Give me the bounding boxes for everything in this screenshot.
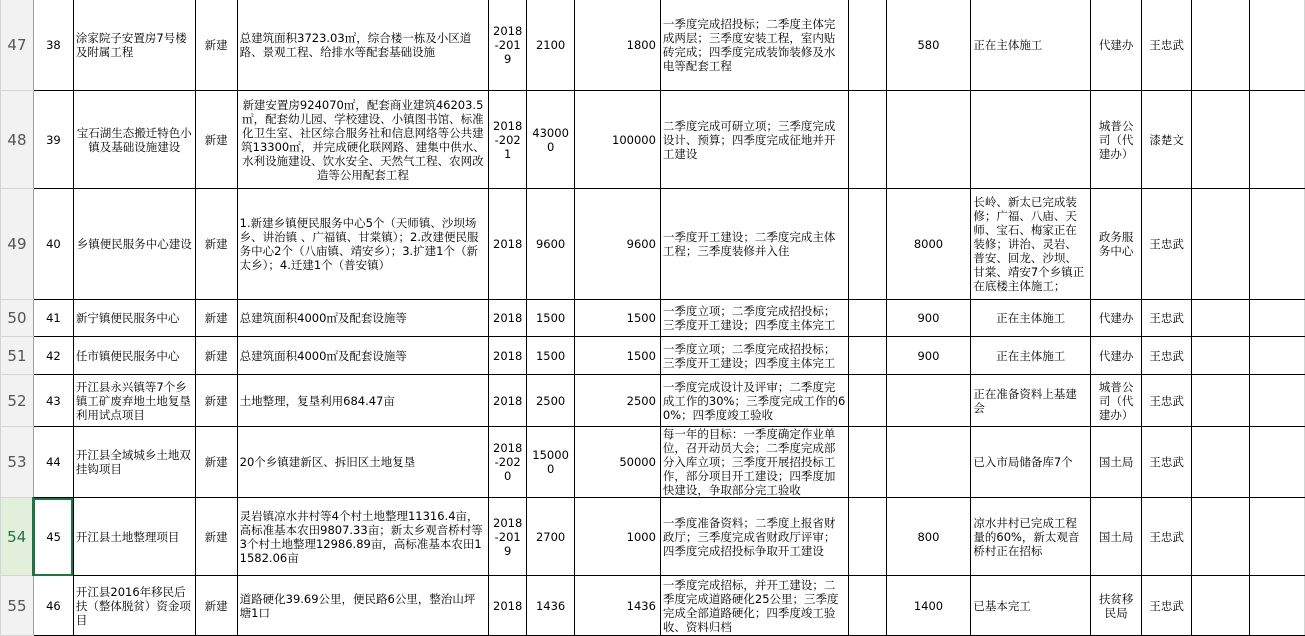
row-header[interactable]: 53 (1, 427, 34, 498)
leader-cell[interactable]: 漆楚文 (1142, 91, 1192, 189)
type-cell[interactable]: 新建 (195, 91, 237, 189)
annual-investment-cell[interactable]: 9600 (575, 189, 661, 300)
type-cell[interactable]: 新建 (195, 375, 237, 427)
content-cell[interactable]: 道路硬化39.69公里，便民路6公里，整治山坪塘1口 (237, 576, 489, 636)
content-cell[interactable]: 1.新建乡镇便民服务中心5个（天师镇、沙坝场乡、讲治镇 、广福镇、甘棠镇）；2.改建便民服务中心2个（八庙镇、靖安乡）；3.扩建1个（新太乡）；4.迁建1个（普安镇） (237, 189, 489, 300)
row-header-selected[interactable]: 54 (1, 498, 34, 576)
seq-cell[interactable]: 46 (33, 576, 73, 636)
unit-cell[interactable]: 政务服务中心 (1091, 189, 1142, 300)
progress-plan-cell[interactable]: 一季度准备资料；二季度上报省财政厅；三季度完成省财政厅评审；四季度完成招投标争取开工建设 (660, 498, 848, 576)
progress-plan-cell[interactable]: 一季度完成招标，并开工建设；二季度完成道路硬化25公里；三季度完成全部道路硬化；四季度竣工验收、资料归档 (660, 576, 848, 636)
blank-cell[interactable] (848, 375, 886, 427)
unit-cell[interactable]: 城普公司（代建办） (1091, 91, 1142, 189)
blank-cell[interactable] (848, 498, 886, 576)
table-row (1, 375, 1305, 427)
seq-cell-selected[interactable]: 45 (33, 498, 73, 576)
blank-cell[interactable] (1249, 337, 1304, 375)
total-investment-cell[interactable]: 1500 (527, 337, 575, 375)
blank-cell[interactable] (1192, 576, 1250, 636)
type-cell[interactable]: 新建 (195, 427, 237, 498)
status-cell[interactable]: 已基本完工 (971, 576, 1091, 636)
leader-cell[interactable]: 王忠武 (1142, 337, 1192, 375)
seq-cell[interactable]: 43 (33, 375, 73, 427)
completed-investment-cell[interactable]: 900 (886, 300, 971, 337)
period-cell[interactable]: 2018-2020 (489, 427, 527, 498)
blank-cell[interactable] (848, 576, 886, 636)
unit-cell[interactable]: 扶贫移民局 (1091, 576, 1142, 636)
annual-investment-cell[interactable]: 1000 (575, 498, 661, 576)
period-cell[interactable]: 2018 (489, 576, 527, 636)
unit-cell[interactable]: 代建办 (1091, 0, 1142, 91)
blank-cell[interactable] (1249, 375, 1304, 427)
blank-cell[interactable] (1249, 189, 1304, 300)
completed-investment-cell[interactable] (886, 427, 971, 498)
seq-cell[interactable]: 44 (33, 427, 73, 498)
period-cell[interactable]: 2018-2019 (489, 0, 527, 91)
status-cell[interactable]: 正在主体施工 (971, 0, 1091, 91)
project-name-cell[interactable]: 宝石湖生态搬迁特色小镇及基础设施建设 (73, 91, 195, 189)
total-investment-cell[interactable]: 2700 (527, 498, 575, 576)
completed-investment-cell[interactable] (886, 375, 971, 427)
project-name-cell[interactable]: 任市镇便民服务中心 (73, 337, 195, 375)
period-cell[interactable]: 2018-2019 (489, 498, 527, 576)
annual-investment-cell[interactable]: 2500 (575, 375, 661, 427)
table-row (1, 498, 1305, 576)
status-cell[interactable]: 正在准备资料上基建会 (971, 375, 1091, 427)
completed-investment-cell[interactable]: 800 (886, 498, 971, 576)
type-cell[interactable]: 新建 (195, 576, 237, 636)
row-header[interactable]: 47 (1, 0, 34, 91)
progress-plan-cell[interactable]: 每一年的目标：一季度确定作业单位，召开动员大会；二季度完成部分入库立项；三季度开展招投标工作，部分项目开工建设；四季度加快建设，争取部分完工验收 (660, 427, 848, 498)
annual-investment-cell[interactable]: 50000 (575, 427, 661, 498)
content-cell[interactable]: 灵岩镇凉水井村等4个村土地整理11316.4亩，高标准基本农田9807.33亩；新太乡观音桥村等3个村土地整理12986.89亩，高标准基本农田11582.06亩 (237, 498, 489, 576)
row-header[interactable]: 51 (1, 337, 34, 375)
progress-plan-cell[interactable]: 二季度完成可研立项；三季度完成设计、预算；四季度完成征地并开工建设 (660, 91, 848, 189)
row-header[interactable]: 55 (1, 576, 34, 636)
project-name-cell[interactable]: 开江县2016年移民后扶（整体脱贫）资金项目 (73, 576, 195, 636)
leader-cell[interactable]: 王忠武 (1142, 300, 1192, 337)
annual-investment-cell[interactable]: 1500 (575, 337, 661, 375)
status-cell[interactable]: 凉水井村已完成工程量的60%，新太观音桥村正在招标 (971, 498, 1091, 576)
leader-cell[interactable]: 王忠武 (1142, 375, 1192, 427)
type-cell[interactable]: 新建 (195, 498, 237, 576)
project-name-cell[interactable]: 乡镇便民服务中心建设 (73, 189, 195, 300)
leader-cell[interactable]: 王忠武 (1142, 0, 1192, 91)
seq-cell[interactable]: 41 (33, 300, 73, 337)
row-header[interactable]: 52 (1, 375, 34, 427)
content-cell[interactable]: 20个乡镇建新区、拆旧区土地复垦 (237, 427, 489, 498)
blank-cell[interactable] (1249, 576, 1304, 636)
blank-cell[interactable] (1249, 498, 1304, 576)
content-cell[interactable]: 新建安置房924070㎡，配套商业建筑46203.5㎡，配套幼儿园、学校建设、小镇图书馆、标准化卫生室、社区综合服务社和信息网络等公共建筑13300㎡，并完成硬化联网路、建集中供水、水利设施建设、饮水安全、天然气工程、农网改造等公用配套工程 (237, 91, 489, 189)
progress-plan-cell[interactable]: 一季度立项；二季度完成招投标；三季度开工建设；四季度主体完工 (660, 300, 848, 337)
table-row (1, 576, 1305, 636)
project-name-cell[interactable]: 开江县土地整理项目 (73, 498, 195, 576)
table-row (1, 427, 1305, 498)
status-cell[interactable]: 长岭、新太已完成装修；广福、八庙、天师、宝石、梅家正在装修；讲治、灵岩、普安、回龙、沙坝、甘棠、靖安7个乡镇正在底楼主体施工； (971, 189, 1091, 300)
total-investment-cell[interactable]: 430000 (527, 91, 575, 189)
blank-cell[interactable] (848, 0, 886, 91)
project-name-cell[interactable]: 新宁镇便民服务中心 (73, 300, 195, 337)
blank-cell[interactable] (1192, 189, 1250, 300)
period-cell[interactable]: 2018 (489, 375, 527, 427)
table-row (1, 300, 1305, 337)
total-investment-cell[interactable]: 9600 (527, 189, 575, 300)
type-cell[interactable]: 新建 (195, 189, 237, 300)
total-investment-cell[interactable]: 1500 (527, 300, 575, 337)
table-row (1, 337, 1305, 375)
blank-cell[interactable] (848, 427, 886, 498)
content-cell[interactable]: 土地整理，复垦利用684.47亩 (237, 375, 489, 427)
project-name-cell[interactable]: 开江县永兴镇等7个乡镇工矿废弃地土地复垦利用试点项目 (73, 375, 195, 427)
blank-cell[interactable] (1192, 91, 1250, 189)
row-header[interactable]: 50 (1, 300, 34, 337)
blank-cell[interactable] (1249, 91, 1304, 189)
seq-cell[interactable]: 38 (33, 0, 73, 91)
completed-investment-cell[interactable]: 900 (886, 337, 971, 375)
blank-cell[interactable] (848, 189, 886, 300)
status-cell[interactable]: 正在主体施工 (971, 337, 1091, 375)
unit-cell[interactable]: 国土局 (1091, 427, 1142, 498)
leader-cell[interactable]: 王忠武 (1142, 189, 1192, 300)
blank-cell[interactable] (1249, 300, 1304, 337)
blank-cell[interactable] (848, 300, 886, 337)
content-cell[interactable]: 总建筑面积4000㎡及配套设施等 (237, 300, 489, 337)
table-row (1, 91, 1305, 189)
status-cell[interactable] (971, 91, 1091, 189)
period-cell[interactable]: 2018 (489, 337, 527, 375)
completed-investment-cell[interactable]: 8000 (886, 189, 971, 300)
completed-investment-cell[interactable]: 1400 (886, 576, 971, 636)
status-cell[interactable]: 正在主体施工 (971, 300, 1091, 337)
project-name-cell[interactable]: 开江县全域城乡土地双挂钩项目 (73, 427, 195, 498)
leader-cell[interactable]: 王忠武 (1142, 498, 1192, 576)
type-cell[interactable]: 新建 (195, 300, 237, 337)
blank-cell[interactable] (1192, 498, 1250, 576)
seq-cell[interactable]: 39 (33, 91, 73, 189)
completed-investment-cell[interactable] (886, 91, 971, 189)
completed-investment-cell[interactable]: 580 (886, 0, 971, 91)
seq-cell[interactable]: 40 (33, 189, 73, 300)
total-investment-cell[interactable]: 2500 (527, 375, 575, 427)
unit-cell[interactable]: 代建办 (1091, 300, 1142, 337)
seq-cell[interactable]: 42 (33, 337, 73, 375)
period-cell[interactable]: 2018-2021 (489, 91, 527, 189)
leader-cell[interactable]: 王忠武 (1142, 427, 1192, 498)
blank-cell[interactable] (1192, 337, 1250, 375)
project-name-cell[interactable]: 涂家院子安置房7号楼及附属工程 (73, 0, 195, 91)
progress-plan-cell[interactable]: 一季度开工建设；二季度完成主体工程；三季度装修并入住 (660, 189, 848, 300)
total-investment-cell[interactable]: 2100 (527, 0, 575, 91)
row-header[interactable]: 48 (1, 91, 34, 189)
progress-plan-cell[interactable]: 一季度完成招投标；二季度主体完成两层；三季度安装工程，室内贴砖完成；四季度完成装饰装修及水电等配套工程 (660, 0, 848, 91)
blank-cell[interactable] (1249, 0, 1304, 91)
blank-cell[interactable] (1192, 0, 1250, 91)
unit-cell[interactable]: 城普公司（代建办） (1091, 375, 1142, 427)
progress-plan-cell[interactable]: 一季度立项；二季度完成招投标；三季度开工建设；四季度主体完工 (660, 337, 848, 375)
annual-investment-cell[interactable]: 1800 (575, 0, 661, 91)
blank-cell[interactable] (848, 91, 886, 189)
leader-cell[interactable]: 王忠武 (1142, 576, 1192, 636)
total-investment-cell[interactable]: 150000 (527, 427, 575, 498)
annual-investment-cell[interactable]: 1500 (575, 300, 661, 337)
table-row (1, 189, 1305, 300)
blank-cell[interactable] (1249, 427, 1304, 498)
blank-cell[interactable] (1192, 300, 1250, 337)
blank-cell[interactable] (1192, 427, 1250, 498)
blank-cell[interactable] (848, 337, 886, 375)
content-cell[interactable]: 总建筑面积4000㎡及配套设施等 (237, 337, 489, 375)
annual-investment-cell[interactable]: 100000 (575, 91, 661, 189)
table-row (1, 0, 1305, 91)
type-cell[interactable]: 新建 (195, 337, 237, 375)
row-header[interactable]: 49 (1, 189, 34, 300)
unit-cell[interactable]: 代建办 (1091, 337, 1142, 375)
blank-cell[interactable] (1192, 375, 1250, 427)
period-cell[interactable]: 2018 (489, 300, 527, 337)
progress-plan-cell[interactable]: 一季度完成设计及评审；二季度完成工作的30%；三季度完成工作的60%；四季度竣工验收 (660, 375, 848, 427)
status-cell[interactable]: 已入市局储备库7个 (971, 427, 1091, 498)
annual-investment-cell[interactable]: 1436 (575, 576, 661, 636)
content-cell[interactable]: 总建筑面积3723.03㎡，综合楼一栋及小区道路、景观工程、给排水等配套基础设施 (237, 0, 489, 91)
period-cell[interactable]: 2018 (489, 189, 527, 300)
total-investment-cell[interactable]: 1436 (527, 576, 575, 636)
unit-cell[interactable]: 国土局 (1091, 498, 1142, 576)
type-cell[interactable]: 新建 (195, 0, 237, 91)
